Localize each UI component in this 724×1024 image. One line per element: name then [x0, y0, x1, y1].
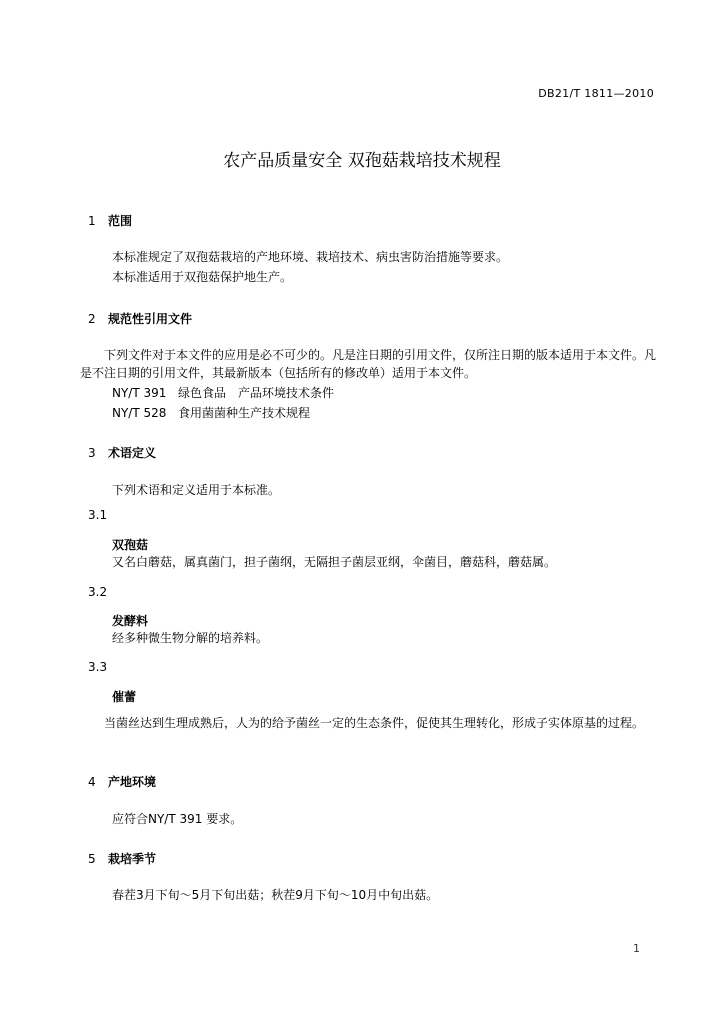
reference-name: 绿色食品 产品环境技术条件	[178, 386, 335, 400]
term-definition: 当菌丝达到生理成熟后，人为的给予菌丝一定的生态条件，促使其生理转化，形成子实体原基的过程。	[104, 716, 645, 730]
term-number: 3.1	[88, 508, 108, 522]
section-3-paragraph-1: 下列术语和定义适用于本标准。	[112, 483, 281, 497]
page-number: 1	[633, 942, 640, 955]
section-number: 3	[88, 446, 96, 460]
section-title: 产地环境	[108, 775, 157, 789]
term-number: 3.3	[88, 660, 108, 674]
term-number: 3.2	[88, 585, 108, 599]
term-definition: 经多种微生物分解的培养料。	[112, 631, 269, 645]
section-number: 4	[88, 775, 96, 789]
reference-code: NY/T 528	[112, 406, 167, 420]
section-number: 1	[88, 214, 96, 228]
document-title: 农产品质量安全 双孢菇栽培技术规程	[223, 151, 501, 171]
section-title: 规范性引用文件	[108, 312, 193, 326]
section-4-paragraph-1: 应符合NY/T 391 要求。	[112, 812, 243, 826]
section-number: 5	[88, 852, 96, 866]
section-4-heading	[88, 773, 156, 790]
term-name: 双孢菇	[112, 538, 149, 552]
reference-code: NY/T 391	[112, 386, 167, 400]
section-title: 栽培季节	[108, 852, 157, 866]
term-name: 发酵料	[112, 614, 149, 628]
section-title: 范围	[108, 214, 133, 228]
reference-name: 食用菌菌种生产技术规程	[178, 406, 311, 420]
section-number: 2	[88, 312, 96, 326]
section-1-paragraph-2: 本标准适用于双孢菇保护地生产。	[112, 270, 293, 284]
reference-item	[112, 384, 334, 401]
term-name: 催蕾	[112, 690, 137, 704]
reference-item	[112, 404, 310, 421]
section-1-heading	[88, 212, 132, 229]
section-5-heading	[88, 850, 156, 867]
term-definition: 又名白蘑菇，属真菌门，担子菌纲，无隔担子菌层亚纲，伞菌目，蘑菇科，蘑菇属。	[112, 555, 557, 569]
section-3-heading	[88, 444, 156, 461]
section-2-paragraph-1: 下列文件对于本文件的应用是必不可少的。凡是注日期的引用文件，仅所注日期的版本适用于本文件。凡是不注日期的引用文件，其最新版本（包括所有的修改单）适用于本文件。	[80, 348, 657, 380]
section-5-paragraph-1: 春茬3月下旬～5月下旬出菇；秋茬9月下旬～10月中旬出菇。	[112, 888, 439, 902]
section-2-heading	[88, 310, 192, 327]
section-title: 术语定义	[108, 446, 157, 460]
section-1-paragraph-1: 本标准规定了双孢菇栽培的产地环境、栽培技术、病虫害防治措施等要求。	[112, 250, 509, 264]
standard-code: DB21/T 1811—2010	[538, 87, 654, 100]
